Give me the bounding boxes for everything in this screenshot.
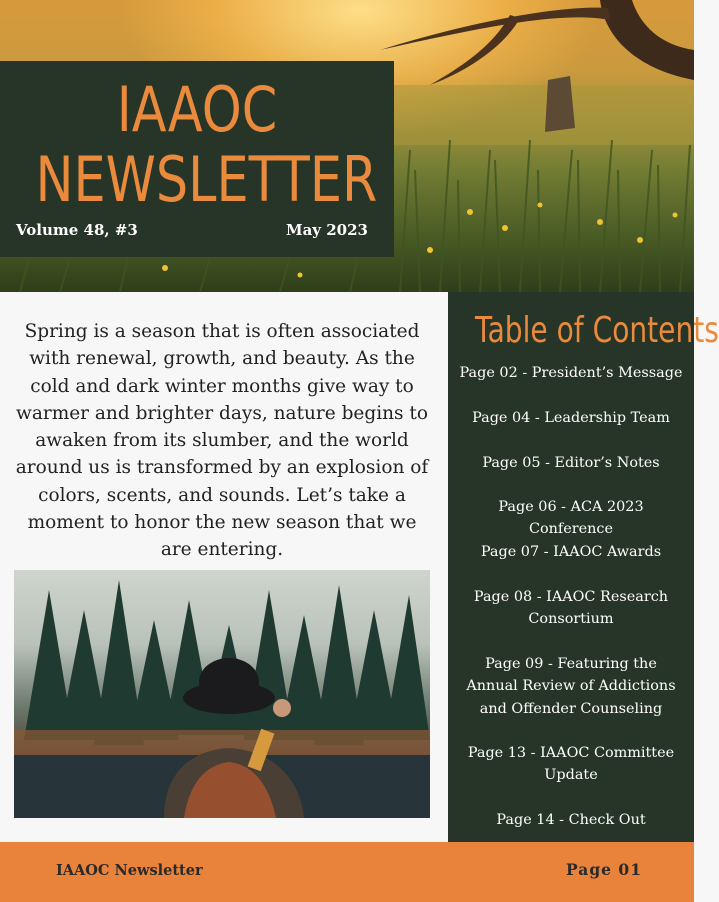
newsletter-title-line2: NEWSLETTER <box>35 143 378 216</box>
toc-item-iaaoc-awards[interactable]: Page 07 - IAAOC Awards <box>480 544 662 560</box>
hero-banner-image <box>0 0 694 292</box>
toc-item-presidents-message[interactable]: Page 02 - President’s Message <box>459 365 683 381</box>
issue-date: May 2023 <box>285 221 368 239</box>
toc-item-committee-update[interactable]: Page 13 - IAAOC Committee Update <box>467 745 675 784</box>
toc-item-aca-conference[interactable]: Page 06 - ACA 2023 Conference <box>498 499 644 538</box>
table-of-contents <box>448 292 719 842</box>
intro-paragraph: Spring is a season that is often associated with renewal, growth, and beauty. As the cold and dark winter months give way to warmer and brighter days, nature begins to awaken from its slumber, and the world around us is transformed by an explosion of colors, scents, and sounds. Let’s take a moment to honor the new season that we are entering. <box>15 321 429 561</box>
page-footer <box>0 842 694 902</box>
toc-item-annual-review[interactable]: Page 09 - Featuring the Annual Review of Addictions and Offender Counseling <box>466 656 676 717</box>
page-number: Page 01 <box>566 860 642 879</box>
volume-issue: Volume 48, #3 <box>16 221 138 239</box>
toc-item-research-consortium[interactable]: Page 08 - IAAOC Research Consortium <box>473 589 669 628</box>
masthead <box>0 61 394 257</box>
toc-item-leadership-team[interactable]: Page 04 - Leadership Team <box>472 410 670 426</box>
toc-item-editors-notes[interactable]: Page 05 - Editor’s Notes <box>482 455 660 471</box>
forest-illustration <box>14 570 430 818</box>
toc-item-check-out[interactable]: Page 14 - Check Out <box>496 812 646 828</box>
forest-photo <box>14 570 430 818</box>
footer-newsletter-name: IAAOC Newsletter <box>56 862 203 879</box>
newsletter-title-line1: IAAOC <box>116 73 278 146</box>
toc-title: Table of Contents <box>475 310 719 351</box>
